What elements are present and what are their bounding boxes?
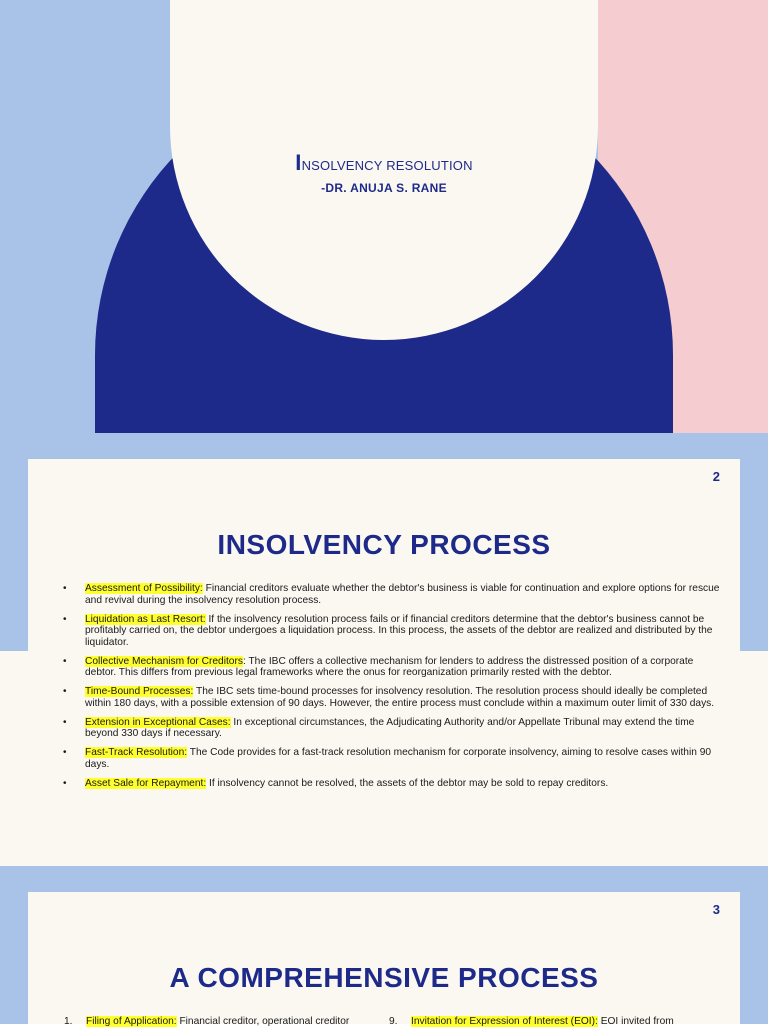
bullet-item	[63, 747, 725, 770]
bullet-dot-icon: •	[63, 747, 67, 758]
cover-slide	[0, 0, 768, 433]
bullet-item	[63, 655, 725, 679]
slide2-bullet-list	[63, 583, 725, 797]
bullet-text: If the insolvency resolution process fails or if financial creditors determine that the debtor's business cannot be profitably carried on, the debtor undergoes a liquidation process. In this process, the assets of the debtor are realized and distributed by the liquidator.	[85, 613, 713, 648]
bullet-dot-icon: •	[63, 583, 67, 594]
slide2-page-number: 2	[712, 469, 720, 484]
bullet-text: The Code provides for a fast-track resolution mechanism for corporate insolvency, aiming to resolve cases within 90 days.	[85, 747, 712, 770]
bullet-term: Collective Mechanism for Creditors	[85, 655, 243, 667]
slide3-title: A COMPREHENSIVE PROCESS	[169, 962, 599, 993]
bullet-item	[63, 716, 725, 740]
cover-subtitle: -DR. ANUJA S. RANE	[321, 181, 447, 195]
bullet-item	[63, 613, 725, 649]
bullet-term: Fast-Track Resolution:	[85, 747, 188, 758]
bullet-text: Financial creditors evaluate whether the debtor's business is viable for continuation and explore options for rescue and revival during the insolvency resolution process.	[85, 583, 720, 606]
bullet-dot-icon: •	[63, 655, 67, 667]
item-text: EOI invited from	[597, 1016, 674, 1027]
item-term: Filing of Application:	[86, 1016, 177, 1027]
bullet-dot-icon: •	[63, 716, 67, 728]
bullet-text: The IBC sets time-bound processes for insolvency resolution. The resolution process should ideally be completed within 180 days, with a possible extension of 90 days. However, the entire process must conclude within a maximum outer limit of 330 days.	[85, 686, 715, 709]
item-term: Invitation for Expression of Interest (EOI):	[411, 1016, 598, 1027]
bullet-dot-icon: •	[63, 686, 67, 697]
bullet-text: : The IBC offers a collective mechanism for lenders to address the distressed position of a corporate debtor. This differs from previous legal frameworks where the onus for reorganization primarily rested with the debtor.	[85, 655, 694, 678]
cover-title-initial: I	[295, 150, 302, 175]
slide2-title: INSOLVENCY PROCESS	[217, 529, 551, 560]
numbered-item	[64, 1016, 349, 1027]
item-text: Financial creditor, operational creditor	[176, 1016, 350, 1027]
slide3-page-number: 3	[712, 902, 720, 917]
bullet-term: Asset Sale for Repayment:	[85, 777, 207, 789]
slide3-card	[28, 892, 740, 1024]
bullet-item	[63, 583, 725, 606]
bullet-text: In exceptional circumstances, the Adjudicating Authority and/or Appellate Tribunal may extend the time beyond 330 days if necessary.	[85, 716, 695, 739]
bullet-item	[63, 777, 725, 790]
bullet-dot-icon: •	[63, 777, 67, 789]
bullet-text: If insolvency cannot be resolved, the assets of the debtor may be sold to repay creditors.	[206, 777, 609, 789]
bullet-term: Extension in Exceptional Cases:	[85, 716, 231, 728]
cover-title-rest: NSOLVENCY RESOLUTION	[301, 158, 473, 173]
numbered-item	[389, 1016, 674, 1027]
bullet-term: Assessment of Possibility:	[85, 583, 203, 594]
item-number: 1.	[64, 1016, 73, 1027]
bullet-term: Time-Bound Processes:	[85, 686, 194, 697]
bullet-term: Liquidation as Last Resort:	[85, 613, 206, 625]
bullet-dot-icon: •	[63, 613, 67, 625]
item-number: 9.	[389, 1016, 398, 1027]
bullet-item	[63, 686, 725, 709]
cover-title	[170, 150, 598, 176]
